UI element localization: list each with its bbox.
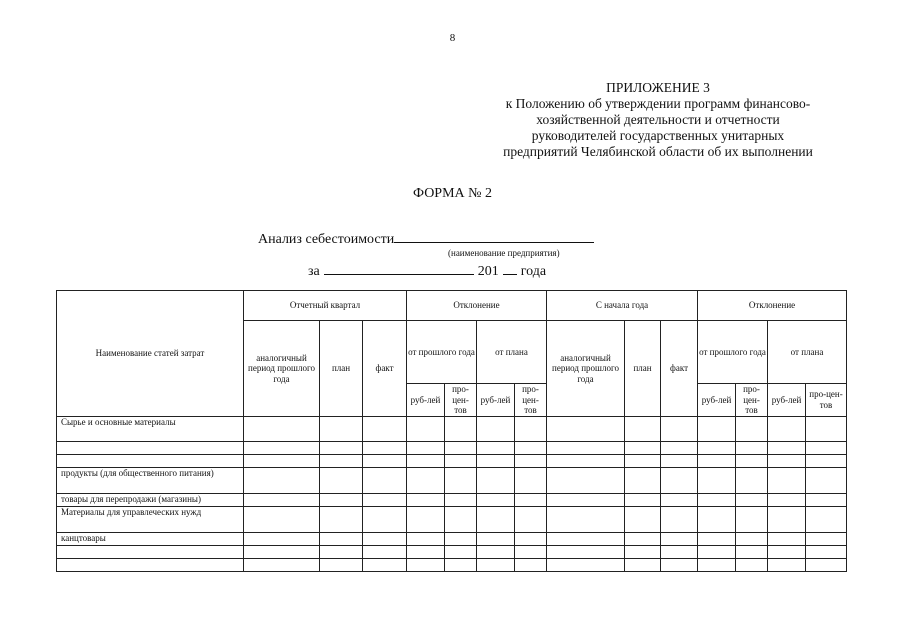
table-cell — [698, 441, 736, 454]
year-blank-field — [503, 261, 517, 275]
table-cell — [244, 441, 320, 454]
appendix-line: руководителей государственных унитарных — [531, 128, 785, 143]
table-cell — [477, 558, 515, 571]
table-cell — [407, 467, 445, 493]
row-label — [57, 545, 244, 558]
table-cell — [320, 416, 363, 441]
table-cell — [320, 558, 363, 571]
table-cell — [736, 493, 768, 506]
table-cell — [445, 532, 477, 545]
table-cell — [806, 493, 847, 506]
unit-header-rubles: руб-лей — [477, 384, 515, 417]
table-cell — [244, 416, 320, 441]
table-cell — [477, 545, 515, 558]
appendix-title: ПРИЛОЖЕНИЕ 3 — [606, 80, 710, 95]
table-cell — [515, 454, 547, 467]
table-cell — [244, 545, 320, 558]
table-cell — [768, 467, 806, 493]
table-cell — [661, 493, 698, 506]
table-cell — [515, 416, 547, 441]
table-cell — [736, 454, 768, 467]
sub-header-prev-period: аналогичный период прошлого года — [244, 321, 320, 417]
unit-header-rubles: руб-лей — [768, 384, 806, 417]
table-cell — [736, 545, 768, 558]
table-cell — [515, 493, 547, 506]
table-cell — [661, 467, 698, 493]
group-header-ytd: С начала года — [547, 291, 698, 321]
unit-header-percent: про-цен-тов — [736, 384, 768, 417]
sub-header-plan: план — [320, 321, 363, 417]
table-row — [57, 545, 847, 558]
table-cell — [477, 506, 515, 532]
table-row — [57, 532, 847, 545]
unit-header-percent: про-цен-тов — [515, 384, 547, 417]
table-cell — [661, 441, 698, 454]
table-cell — [698, 467, 736, 493]
table-cell — [806, 532, 847, 545]
table-cell — [244, 467, 320, 493]
table-cell — [515, 441, 547, 454]
table-cell — [768, 441, 806, 454]
table-cell — [625, 545, 661, 558]
analysis-title — [258, 229, 594, 248]
table-cell — [363, 416, 407, 441]
table-cell — [661, 545, 698, 558]
table-cell — [320, 506, 363, 532]
table-cell — [244, 558, 320, 571]
table-cell — [547, 454, 625, 467]
table-cell — [363, 545, 407, 558]
table-cell — [515, 545, 547, 558]
entity-blank-field — [394, 229, 594, 243]
entity-hint: (наименование предприятия) — [448, 248, 560, 258]
period-year-prefix: 201 — [477, 264, 499, 279]
row-label: Материалы для управлеческих нужд — [57, 506, 244, 532]
table-cell — [768, 506, 806, 532]
table-cell — [363, 454, 407, 467]
table-cell — [625, 558, 661, 571]
appendix-line: предприятий Челябинской области об их выполнении — [503, 144, 813, 159]
table-cell — [806, 545, 847, 558]
unit-header-percent: про-цен-тов — [445, 384, 477, 417]
table-cell — [625, 532, 661, 545]
sub-header-from-prev-year: от прошлого года — [407, 321, 477, 384]
table-cell — [698, 416, 736, 441]
table-cell — [407, 545, 445, 558]
period-suffix: года — [520, 264, 547, 279]
table-cell — [736, 506, 768, 532]
table-cell — [320, 441, 363, 454]
table-cell — [768, 532, 806, 545]
table-cell — [661, 532, 698, 545]
table-cell — [625, 493, 661, 506]
table-cell — [736, 416, 768, 441]
sub-header-from-plan: от плана — [477, 321, 547, 384]
group-header-quarter: Отчетный квартал — [244, 291, 407, 321]
table-cell — [625, 441, 661, 454]
col-header-cost-items: Наименование статей затрат — [57, 291, 244, 417]
unit-header-percent: про-цен-тов — [806, 384, 847, 417]
table-cell — [244, 506, 320, 532]
table-cell — [806, 416, 847, 441]
table-cell — [806, 441, 847, 454]
sub-header-from-plan: от плана — [768, 321, 847, 384]
row-label — [57, 558, 244, 571]
row-label: продукты (для общественного питания) — [57, 467, 244, 493]
table-cell — [547, 493, 625, 506]
table-cell — [320, 454, 363, 467]
table-cell — [661, 506, 698, 532]
sub-header-fact: факт — [661, 321, 698, 417]
table-cell — [407, 416, 445, 441]
table-cell — [320, 545, 363, 558]
table-cell — [477, 416, 515, 441]
table-row — [57, 454, 847, 467]
table-cell — [768, 558, 806, 571]
table-cell — [547, 506, 625, 532]
table-cell — [363, 493, 407, 506]
table-cell — [445, 506, 477, 532]
table-cell — [736, 441, 768, 454]
sub-header-fact: факт — [363, 321, 407, 417]
appendix-line: хозяйственной деятельности и отчетности — [536, 112, 780, 127]
table-cell — [768, 545, 806, 558]
table-cell — [477, 454, 515, 467]
table-row — [57, 416, 847, 441]
cost-analysis-table — [56, 290, 847, 572]
group-header-deviation: Отклонение — [407, 291, 547, 321]
table-cell — [806, 467, 847, 493]
sub-header-from-prev-year: от прошлого года — [698, 321, 768, 384]
row-label: канцтовары — [57, 532, 244, 545]
table-cell — [445, 416, 477, 441]
table-cell — [407, 506, 445, 532]
table-cell — [698, 532, 736, 545]
table-cell — [661, 558, 698, 571]
table-cell — [806, 558, 847, 571]
table-cell — [698, 506, 736, 532]
table-cell — [407, 493, 445, 506]
analysis-label: Анализ себестоимости — [258, 232, 395, 247]
table-cell — [477, 467, 515, 493]
table-cell — [736, 467, 768, 493]
table-cell — [547, 545, 625, 558]
table-cell — [547, 558, 625, 571]
table-cell — [477, 532, 515, 545]
period-line — [308, 261, 546, 280]
table-cell — [407, 454, 445, 467]
table-cell — [625, 454, 661, 467]
table-row — [57, 441, 847, 454]
sub-header-plan: план — [625, 321, 661, 417]
table-cell — [625, 467, 661, 493]
table-cell — [445, 493, 477, 506]
table-cell — [363, 441, 407, 454]
table-cell — [320, 532, 363, 545]
table-row — [57, 558, 847, 571]
table-cell — [244, 532, 320, 545]
table-cell — [407, 532, 445, 545]
table-cell — [407, 558, 445, 571]
table-cell — [363, 467, 407, 493]
table-row — [57, 493, 847, 506]
row-label: Сырье и основные материалы — [57, 416, 244, 441]
unit-header-rubles: руб-лей — [698, 384, 736, 417]
table-cell — [445, 467, 477, 493]
table-cell — [547, 532, 625, 545]
table-cell — [661, 454, 698, 467]
table-cell — [445, 545, 477, 558]
table-row — [57, 467, 847, 493]
table-cell — [363, 506, 407, 532]
table-cell — [515, 558, 547, 571]
table-cell — [698, 558, 736, 571]
table-cell — [244, 454, 320, 467]
table-cell — [445, 454, 477, 467]
table-cell — [363, 532, 407, 545]
table-cell — [477, 441, 515, 454]
table-cell — [625, 506, 661, 532]
table-cell — [768, 416, 806, 441]
table-cell — [244, 493, 320, 506]
table-cell — [806, 506, 847, 532]
group-header-deviation: Отклонение — [698, 291, 847, 321]
appendix-line: к Положению об утверждении программ финансово- — [505, 96, 811, 111]
table-cell — [768, 493, 806, 506]
period-prefix: за — [308, 264, 320, 279]
table-cell — [625, 416, 661, 441]
appendix-block — [478, 80, 838, 160]
period-blank-field — [324, 261, 474, 275]
table-cell — [736, 532, 768, 545]
table-cell — [477, 493, 515, 506]
sub-header-prev-period: аналогичный период прошлого года — [547, 321, 625, 417]
table-cell — [363, 558, 407, 571]
table-cell — [320, 467, 363, 493]
row-label — [57, 441, 244, 454]
table-cell — [698, 493, 736, 506]
table-cell — [547, 416, 625, 441]
table-cell — [736, 558, 768, 571]
form-number: ФОРМА № 2 — [412, 186, 493, 201]
table-cell — [320, 493, 363, 506]
table-cell — [698, 545, 736, 558]
table-cell — [547, 467, 625, 493]
row-label — [57, 454, 244, 467]
unit-header-rubles: руб-лей — [407, 384, 445, 417]
table-body — [57, 416, 847, 571]
table-cell — [698, 454, 736, 467]
table-cell — [515, 467, 547, 493]
row-label: товары для перепродажи (магазины) — [57, 493, 244, 506]
table-cell — [445, 558, 477, 571]
table-cell — [661, 416, 698, 441]
table-cell — [445, 441, 477, 454]
table-cell — [806, 454, 847, 467]
table-cell — [407, 441, 445, 454]
table-cell — [547, 441, 625, 454]
table-cell — [515, 532, 547, 545]
table-row — [57, 506, 847, 532]
table-cell — [515, 506, 547, 532]
page-number: 8 — [449, 32, 456, 44]
table-cell — [768, 454, 806, 467]
